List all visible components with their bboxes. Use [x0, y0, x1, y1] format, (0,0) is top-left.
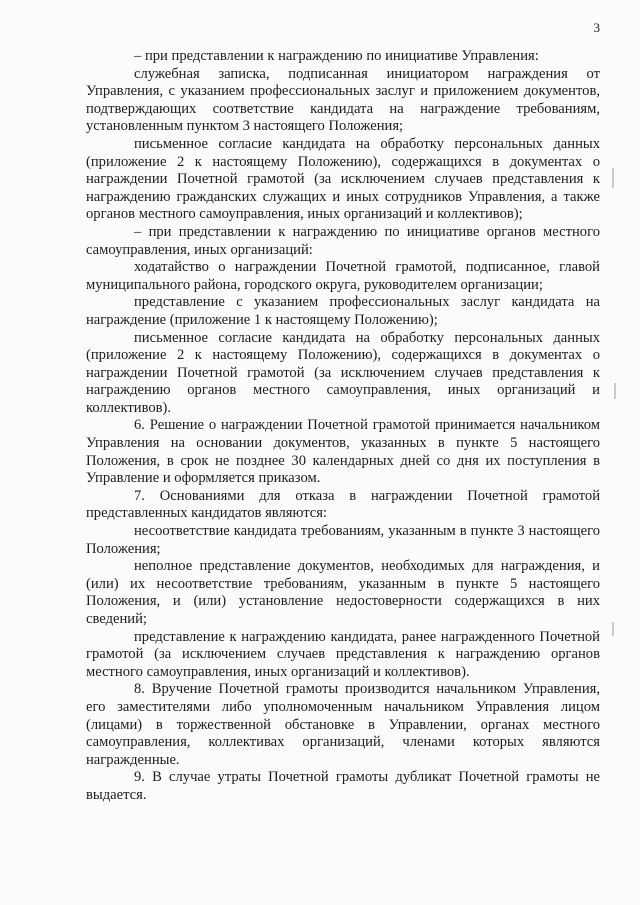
- scan-edge-mark: [614, 383, 616, 399]
- paragraph: 7. Основаниями для отказа в награждении Почетной грамотой представленных кандидатов являются:: [86, 487, 600, 522]
- paragraph: 6. Решение о награждении Почетной грамотой принимается начальником Управления на основании документов, указанных в пункте 5 настоящего Положения, в срок не позднее 30 календарных дней со дня их поступления в Управление и оформляется приказом.: [86, 417, 600, 487]
- paragraph: письменное согласие кандидата на обработку персональных данных (приложение 2 к настоящему Положению), содержащихся в документах о награждении Почетной грамотой (за исключением случаев представления к награждению гражданских служащих и иных сотрудников Управления, а также органов местного самоуправления, иных организаций и коллективов);: [86, 135, 600, 223]
- paragraph: письменное согласие кандидата на обработку персональных данных (приложение 2 к настоящему Положению), содержащихся в документах о награждении Почетной грамотой (за исключением случаев представления к награждению органов местного самоуправления, иных организаций и коллективов).: [86, 329, 600, 416]
- paragraph: 9. В случае утраты Почетной грамоты дубликат Почетной грамоты не выдается.: [86, 769, 600, 803]
- paragraph: – при представлении к награждению по инициативе органов местного самоуправления, иных организаций:: [86, 223, 600, 258]
- paragraph: ходатайство о награждении Почетной грамотой, подписанное, главой муниципального района, городского округа, руководителем организации;: [86, 259, 600, 293]
- scan-edge-mark: [612, 168, 614, 188]
- document-body: [86, 48, 600, 805]
- paragraph: представление с указанием профессиональных заслуг кандидата на награждение (приложение 1 к настоящему Положению);: [86, 294, 600, 328]
- paragraph: – при представлении к награждению по инициативе Управления:: [134, 48, 539, 64]
- paragraph: служебная записка, подписанная инициатором награждения от Управления, с указанием профессиональных заслуг и приложением документов, подтверждающих соответствие кандидата на награждение требованиям, установленным пунктом 3 настоящего Положения;: [86, 65, 600, 135]
- paragraph: представление к награждению кандидата, ранее награжденного Почетной грамотой (за исключением случаев представления к награждению органов местного самоуправления, иных организаций и коллективов).: [86, 628, 600, 680]
- scan-edge-mark: [612, 622, 614, 636]
- paragraph: неполное представление документов, необходимых для награждения, и (или) их несоответствие требованиям, указанным в пункте 5 настоящего Положения, и (или) установление недостоверности содержащихся в них сведений;: [86, 558, 600, 627]
- page-number: 3: [593, 20, 600, 35]
- paragraph: несоответствие кандидата требованиям, указанным в пункте 3 настоящего Положения;: [86, 523, 600, 557]
- paragraph: 8. Вручение Почетной грамоты производится начальником Управления, его заместителями либо уполномоченным начальником Управления лицом (лицами) в торжественной обстановке в Управлении, органах местного самоуправления, коллективах организаций, членами которых являются награжденные.: [86, 681, 600, 768]
